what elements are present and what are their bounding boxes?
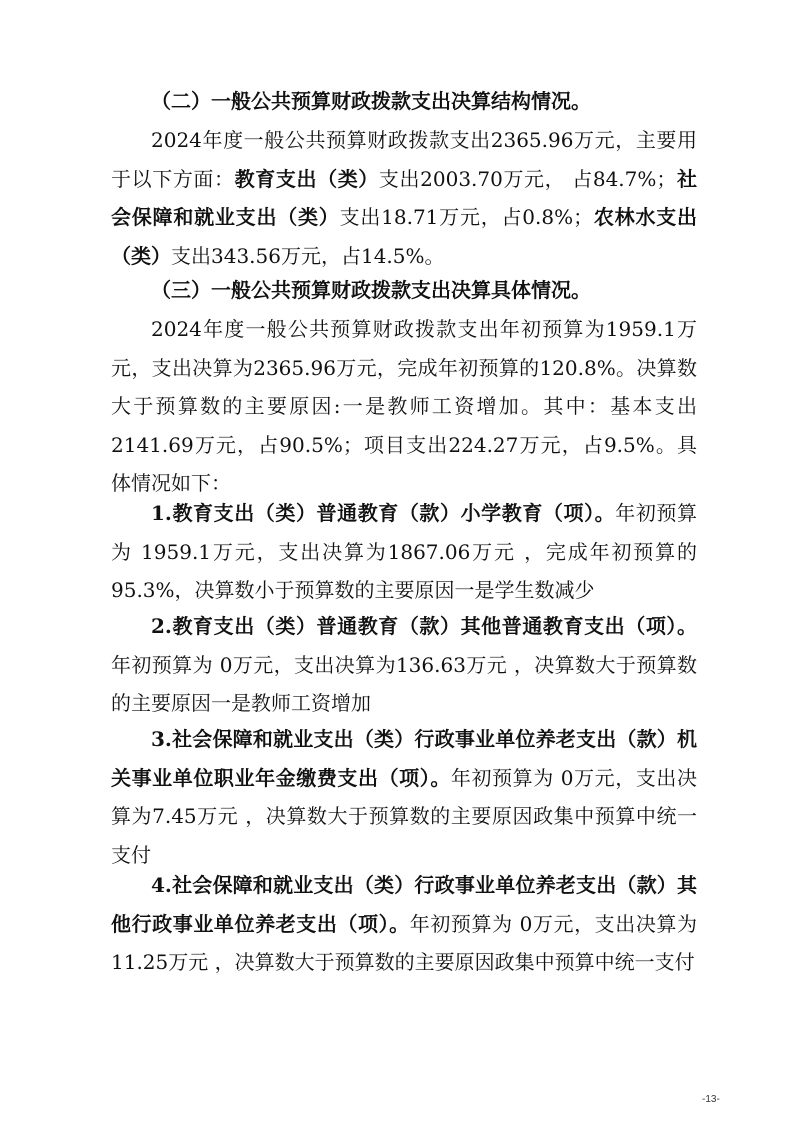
- section-3-paragraph: 2024年度一般公共预算财政拨款支出年初预算为1959.1万元，支出决算为2365.96万元，完成年初预算的120.8%。决算数大于预算数的主要原因:一是教师工资增加。其中：基本支出2141.69万元，占90.5%；项目支出224.27万元，占9.5%。具体情况如下：: [111, 317, 697, 495]
- section-2-text-3: 支出18.71万元，占0.8%；: [339, 205, 594, 229]
- section-2-bold-agriculture: 农林水支出（类）: [111, 205, 698, 268]
- item-2-body: 年初预算为 0万元，支出决算为136.63万元 ，决算数大于预算数的主要原因一是教师工资增加: [111, 652, 697, 715]
- item-1: [111, 494, 697, 610]
- item-1-body: 年初预算为 1959.1万元，支出决算为1867.06万元 ，完成年初预算的95.3%，决算数小于预算数的主要原因一是学生数减少: [111, 501, 697, 602]
- item-4-body: 年初预算为 0万元，支出决算为11.25万元 ，决算数大于预算数的主要原因政集中预算中统一支付: [111, 911, 697, 974]
- item-2-title: 2.教育支出（类）普通教育（款）其他普通教育支出（项）。: [151, 614, 697, 638]
- section-2-text-4: 支出343.56万元，占14.5%。: [171, 243, 445, 268]
- item-3-body: 年初预算为 0万元，支出决算为7.45万元 ，决算数大于预算数的主要原因政集中预算中统一支付: [111, 765, 697, 867]
- page-number: -13-: [702, 1094, 720, 1105]
- section-2-heading: （二）一般公共预算财政拨款支出决算结构情况。: [151, 89, 591, 113]
- section-2-bold-social-security: 社会保障和就业支出（类）: [111, 166, 697, 229]
- item-3: [111, 720, 697, 874]
- item-1-title: 1.教育支出（类）普通教育（款）小学教育（项）。: [151, 501, 616, 525]
- item-2: [111, 607, 697, 723]
- section-2-paragraph: [111, 121, 697, 275]
- item-4: [111, 866, 697, 982]
- section-3-heading: （三）一般公共预算财政拨款支出决算具体情况。: [151, 278, 591, 302]
- item-3-title: 3.社会保障和就业支出（类）行政事业单位养老支出（款）机关事业单位职业年金缴费支出（项）。: [111, 727, 697, 790]
- section-2-text-2: 支出2003.70万元， 占84.7%；: [378, 166, 677, 191]
- item-4-title: 4.社会保障和就业支出（类）行政事业单位养老支出（款）其他行政事业单位养老支出（项）。: [111, 873, 697, 936]
- section-2-text-1: 2024年度一般公共预算财政拨款支出2365.96万元，主要用于以下方面：: [111, 128, 697, 191]
- section-2-bold-education: 教育支出（类）: [234, 166, 379, 191]
